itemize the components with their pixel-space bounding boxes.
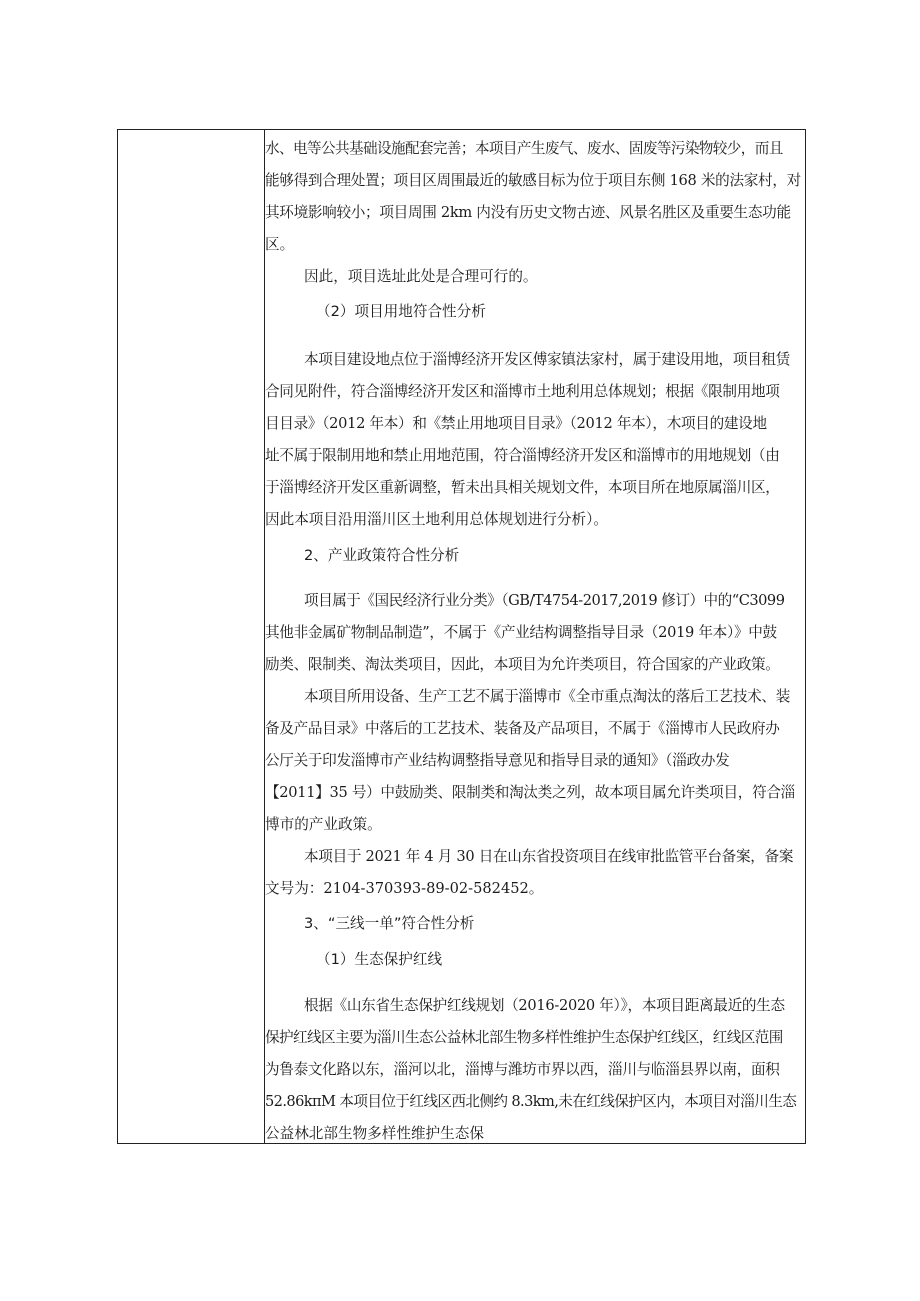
- section-heading: 3、“三线一单”符合性分析: [304, 915, 475, 932]
- paragraph-line: 【2011】35 号）中鼓励类、限制类和淘汰类之列，故本项目属允许类项目，符合淄: [265, 784, 795, 801]
- paragraph-line: 本项目所用设备、生产工艺不属于淄博市《全市重点淘汰的落后工艺技术、装: [304, 688, 790, 705]
- paragraph-line: 文号为：2104-370393-89-02-582452。: [265, 880, 544, 897]
- paragraph-line: 其环境影响较小；项目周围 2km 内没有历史文物古迹、风景名胜区及重要生态功能: [265, 204, 791, 221]
- paragraph-line: 于淄博经济开发区重新调整，暂未出具相关规划文件，本项目所在地原属淄川区，: [265, 479, 780, 496]
- paragraph-line: 为鲁泰文化路以东，淄河以北，淄博与潍坊市界以西，淄川与临淄县界以南，面积: [265, 1061, 780, 1078]
- paragraph-line: 因此，项目选址此处是合理可行的。: [304, 268, 538, 285]
- paragraph-line: 水、电等公共基础设施配套完善；本项目产生废气、废水、固废等污染物较少，而且: [265, 140, 783, 157]
- subsection-heading: （2）项目用地符合性分析: [316, 303, 486, 320]
- subsection-heading: （1）生态保护红线: [316, 951, 443, 968]
- paragraph-line: 址不属于限制用地和禁止用地范围，符合淄博经济开发区和淄博市的用地规划（由: [265, 447, 780, 464]
- section-heading: 2、产业政策符合性分析: [304, 547, 460, 564]
- paragraph-line: 公厅关于印发淄博市产业结构调整指导意见和指导目录的通知》（淄政办发: [265, 752, 730, 769]
- table-content-cell: [265, 130, 805, 1143]
- paragraph-line: 备及产品目录》中落后的工艺技术、装备及产品项目，不属于《淄博市人民政府办: [265, 720, 780, 737]
- paragraph-line: 能够得到合理处置；项目区周围最近的敏感目标为位于项目东侧 168 米的法家村，对: [265, 172, 801, 189]
- paragraph-line: 区。: [265, 236, 295, 253]
- paragraph-line: 其他非金属矿物制品制造”，不属于《产业结构调整指导目录（2019 年本）》中鼓: [265, 624, 777, 641]
- paragraph-line: 博市的产业政策。: [265, 816, 382, 833]
- paragraph-line: 励类、限制类、淘汰类项目，因此，本项目为允许类项目，符合国家的产业政策。: [265, 656, 780, 673]
- paragraph-line: 公益林北部生物多样性维护生态保: [265, 1125, 484, 1142]
- paragraph-line: 根据《山东省生态保护红线规划（2016-2020 年）》，本项目距离最近的生态: [304, 997, 785, 1014]
- paragraph-line: 本项目建设地点位于淄博经济开发区傅家镇法家村，属于建设用地，项目租赁: [304, 351, 790, 368]
- table-label-cell: [118, 130, 265, 1143]
- paragraph-line: 因此本项目沿用淄川区土地利用总体规划进行分析）。: [265, 511, 608, 528]
- paragraph-line: 本项目于 2021 年 4 月 30 日在山东省投资项目在线审批监管平台备案，备案: [304, 848, 794, 865]
- paragraph-line: 保护红线区主要为淄川生态公益林北部生物多样性维护生态保护红线区，红线区范围: [265, 1029, 783, 1046]
- paragraph-line: 合同见附件，符合淄博经济开发区和淄博市土地利用总体规划；根据《限制用地项: [265, 383, 780, 400]
- paragraph-line: 52.86kπM 本项目位于红线区西北侧约 8.3km,未在红线保护区内，本项目对淄川生态: [265, 1093, 797, 1110]
- paragraph-line: 目目录》（2012 年本）和《禁止用地项目目录》（2012 年本），木项目的建设地: [265, 415, 767, 432]
- paragraph-line: 项目属于《国民经济行业分类》（GB/T4754-2017,2019 修订）中的“C3099: [304, 592, 785, 609]
- content-table: [117, 129, 806, 1144]
